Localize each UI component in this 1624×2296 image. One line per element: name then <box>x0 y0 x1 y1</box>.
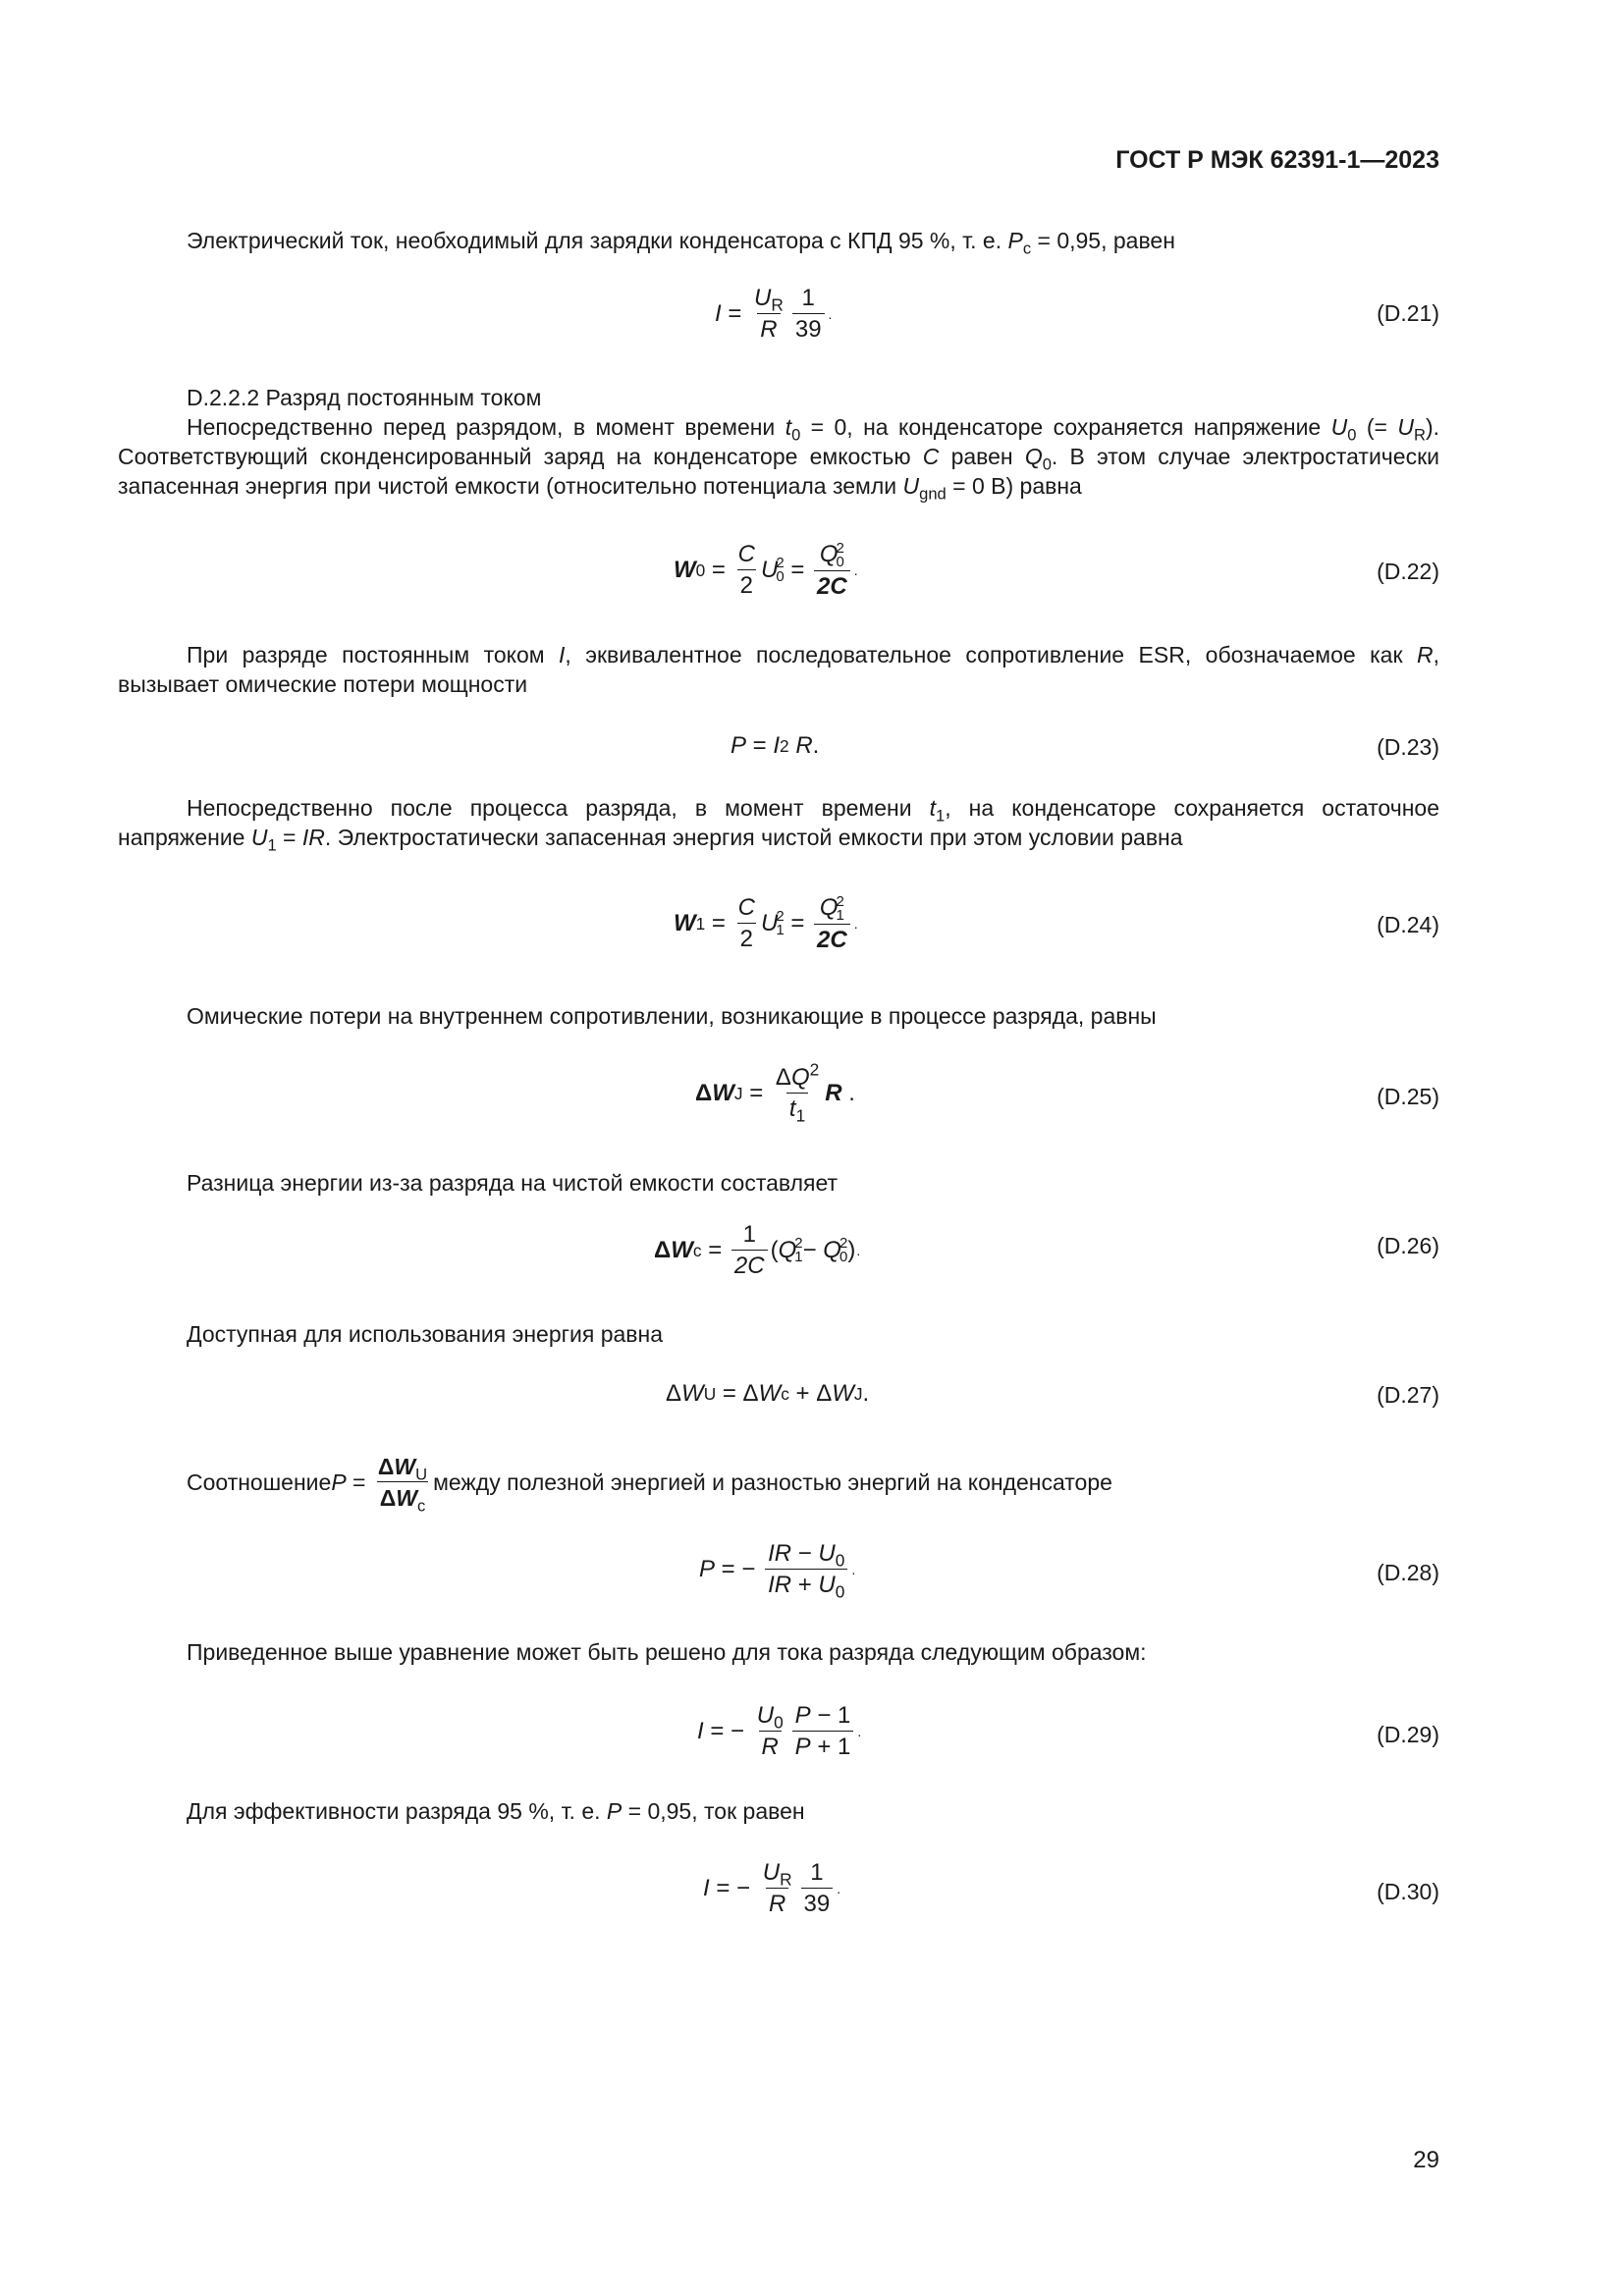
paragraph-usable-energy: Доступная для использования энергия равна <box>187 1321 664 1347</box>
equation-number: (D.23) <box>1377 734 1439 760</box>
equation-number: (D.24) <box>1377 912 1439 937</box>
paragraph-discharge-start: Непосредственно перед разрядом, в момент времени $t_0 = 0$, на конденсаторе сохраняется напряжение $U_0$ (= $U_R$). Соответствующий сконденсированный заряд на конденсаторе емкостью C равен $Q_0$. В этом случае электростатически запасенная энергия при чистой емкости (относительно потенциала земли $U_{gnd} = 0$ В) равна <box>118 414 1439 504</box>
equation-d29: I = − $\frac{U_0}{R}$ $\frac{P - 1}{P + 1}$ . (D.29) <box>697 1702 1439 1760</box>
paragraph-solve-current: Приведенное выше уравнение может быть решено для тока разряда следующим образом: <box>187 1639 1147 1665</box>
paragraph-energy-difference: Разница энергии из-за разряда на чистой емкости составляет <box>187 1170 839 1196</box>
equation-number: (D.29) <box>1377 1722 1439 1747</box>
paragraph-internal-losses: Омические потери на внутреннем сопротивлении, возникающие в процессе разряда, равны <box>187 1003 1157 1029</box>
equation-d24: W 1 = $\frac{C}{2}$ U 2 1 = Q 2 1 2C . (D.24) <box>674 892 1439 953</box>
equation-number: (D.21) <box>1377 300 1439 326</box>
equation-number: (D.28) <box>1377 1560 1439 1585</box>
paragraph-ohmic-losses: При разряде постоянным током I, эквивалентное последовательное сопротивление ESR, обозначаемое как R, вызывает омические потери мощности <box>118 642 1439 697</box>
equation-d22: W 0 = $\frac{C}{2}$ U 2 0 = Q 2 0 2C . (D.22) <box>674 539 1439 600</box>
paragraph-charging-current: Электрический ток, необходимый для зарядки конденсатора с КПД 95 %, т. е. $P_c = 0,95$, равен <box>187 228 1175 258</box>
paragraph-after-discharge: Непосредственно после процесса разряда, в момент времени $t_1$, на конденсаторе сохраняется остаточное напряжение $U_1$ = IR. Электростатически запасенная энергия чистой емкости при этом условии равна <box>118 795 1439 855</box>
equation-d21: I = $\frac{U_R}{R}$ $\frac{1}{39}$ . (D.21) <box>715 285 1439 343</box>
equation-d27: Δ W U = Δ W c + Δ W J . (D.27) <box>666 1380 1439 1408</box>
paragraph-ratio: Соотношение P = $\frac{\Delta W_U}{\Delta W_c}$ между полезной энергией и разностью энергий на конденсаторе <box>187 1454 1112 1516</box>
equation-number: (D.30) <box>1377 1879 1439 1904</box>
section-heading: D.2.2.2 Разряд постоянным током <box>187 385 542 410</box>
document-header: ГОСТ Р МЭК 62391-1—2023 <box>1115 146 1439 174</box>
equation-number: (D.25) <box>1377 1084 1439 1109</box>
equation-d25: Δ W J = $\frac{\Delta Q^2}{t_1}$ R . (D.25) <box>695 1059 1439 1126</box>
paragraph-discharge-efficiency: Для эффективности разряда 95 %, т. е. P = 0,95, ток равен <box>187 1798 805 1824</box>
equation-number: (D.26) <box>1377 1233 1439 1258</box>
page-number: 29 <box>1413 2147 1439 2173</box>
equation-d30: I = − $\frac{U_R}{R}$ $\frac{1}{39}$ . (D.30) <box>703 1859 1439 1917</box>
equation-number: (D.27) <box>1377 1382 1439 1408</box>
equation-d23: P = I 2 R . (D.23) <box>731 732 1439 760</box>
equation-d28: P = − $\frac{IR - U_0}{IR + U_0}$ . (D.28) <box>699 1540 1439 1602</box>
equation-number: (D.22) <box>1377 559 1439 584</box>
equation-d26: Δ W c = $\frac{1}{2C}$ ( Q 2 1 − Q 2 0 ) . (D.26) <box>654 1221 1439 1279</box>
